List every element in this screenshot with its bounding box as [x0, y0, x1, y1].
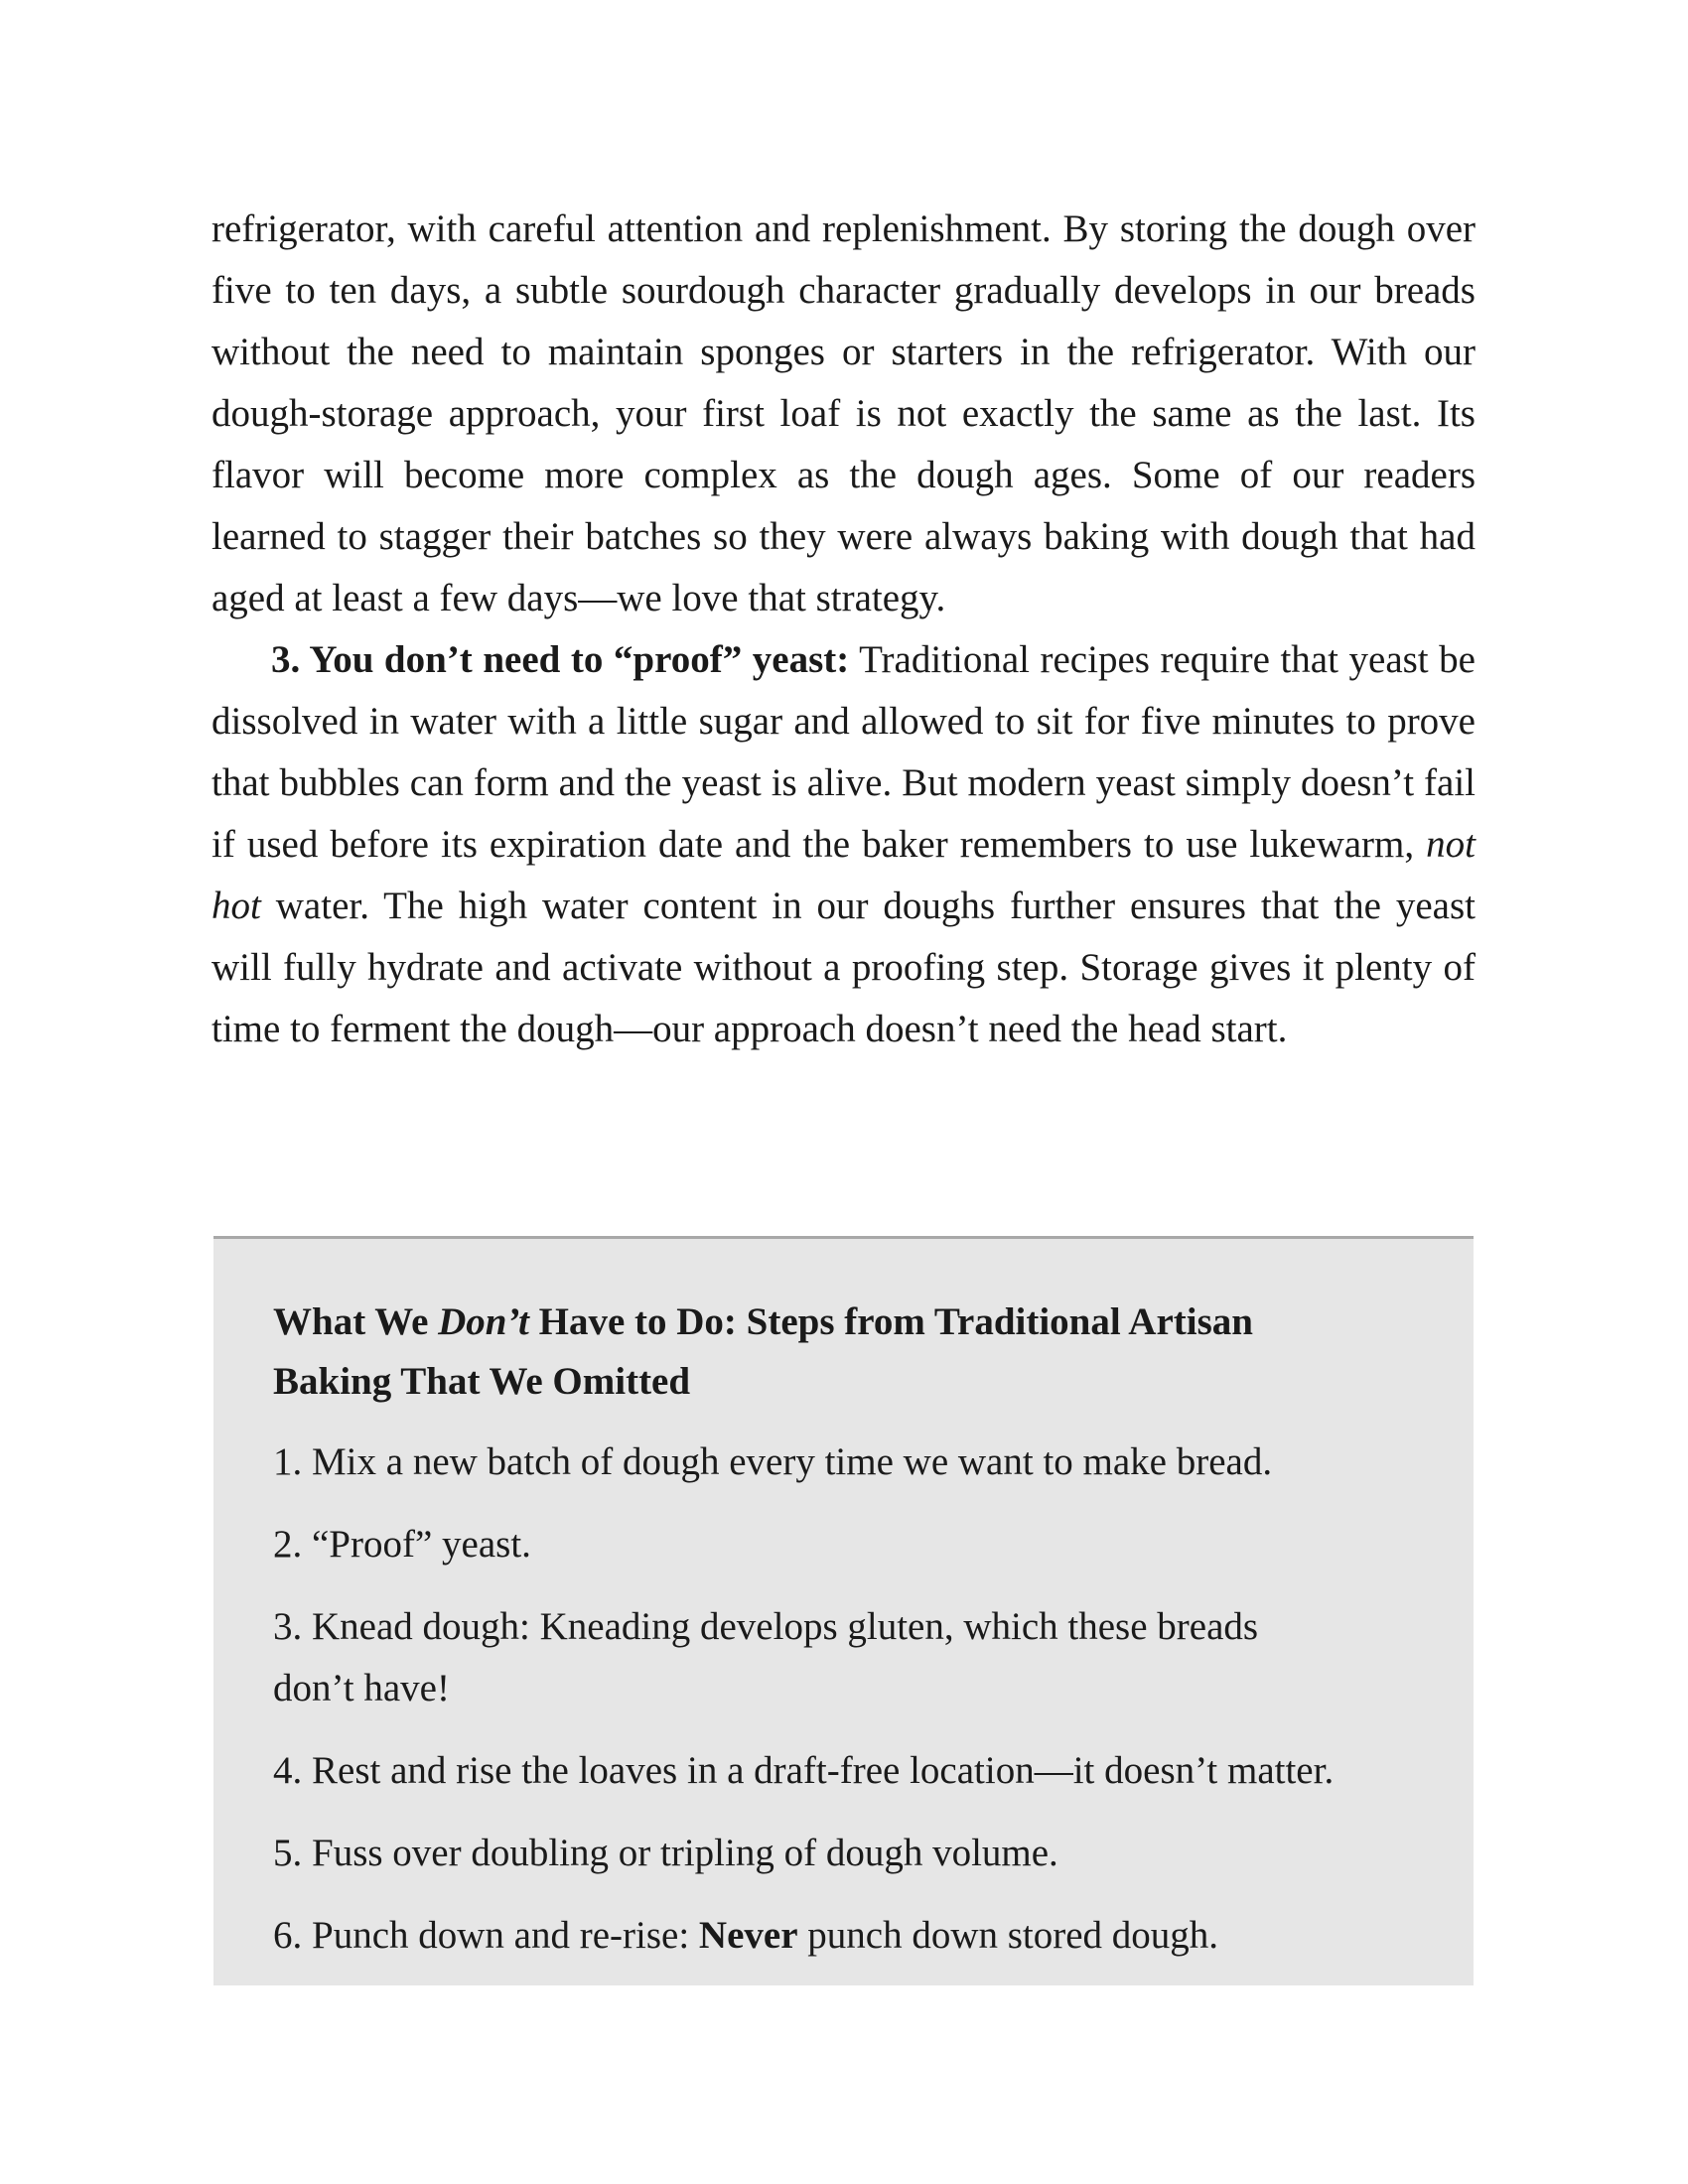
list-item-text-part1: 6. Punch down and re-rise: [273, 1914, 699, 1957]
omitted-steps-list [273, 1432, 1412, 1967]
list-item [273, 1905, 1415, 1967]
paragraph-text-part2: water. The high water content in our doughs further ensures that the yeast will fully hydrate and activate without a proofing step. Storage gives it plenty of time to ferment the dough—our approach doesn’t need the head start. [211, 885, 1476, 1050]
list-item: 3. Knead dough: Kneading develops gluten, which these breads don’t have! [273, 1605, 1259, 1709]
list-item-text-part2: punch down stored dough. [797, 1914, 1219, 1957]
sidebar-box [213, 1236, 1474, 1985]
sidebar-title-part2: Have to Do: Steps from Traditional Artisan Baking That We Omitted [273, 1300, 1253, 1403]
list-item: 5. Fuss over doubling or tripling of dough volume. [273, 1832, 1058, 1874]
paragraph-text-part1: Traditional recipes require that yeast be dissolved in water with a little sugar and allowed to sit for five minutes to prove that bubbles can form and the yeast is alive. But modern yeast simply doesn’t fail if used before its expiration date and the baker remembers to use lukewarm, [211, 638, 1476, 866]
sidebar-title-part1: What We [273, 1300, 439, 1343]
list-item: 4. Rest and rise the loaves in a draft-free location—it doesn’t matter. [273, 1749, 1335, 1792]
list-item: 2. “Proof” yeast. [273, 1523, 531, 1566]
paragraph-continued: refrigerator, with careful attention and replenishment. By storing the dough over five to ten days, a subtle sourdough character gradually develops in our breads without the need to maintain sponges or starters in the refrigerator. With our dough-storage approach, your first loaf is not exactly the same as the last. Its flavor will become more complex as the dough ages. Some of our readers learned to stagger their batches so they were always baking with dough that had aged at least a few days—we love that strategy. [211, 207, 1476, 619]
body-text [211, 199, 1476, 1060]
paragraph-heading: 3. You don’t need to “proof” yeast: [271, 638, 850, 681]
sidebar-title [273, 1293, 1365, 1412]
list-item-emphasis: Never [698, 1914, 798, 1957]
list-item: 1. Mix a new batch of dough every time we want to make bread. [273, 1440, 1273, 1483]
paragraph-emphasis: not hot [211, 823, 1476, 927]
sidebar-title-emphasis: Don’t [438, 1300, 529, 1343]
paragraph-proof-yeast [211, 629, 1476, 1060]
